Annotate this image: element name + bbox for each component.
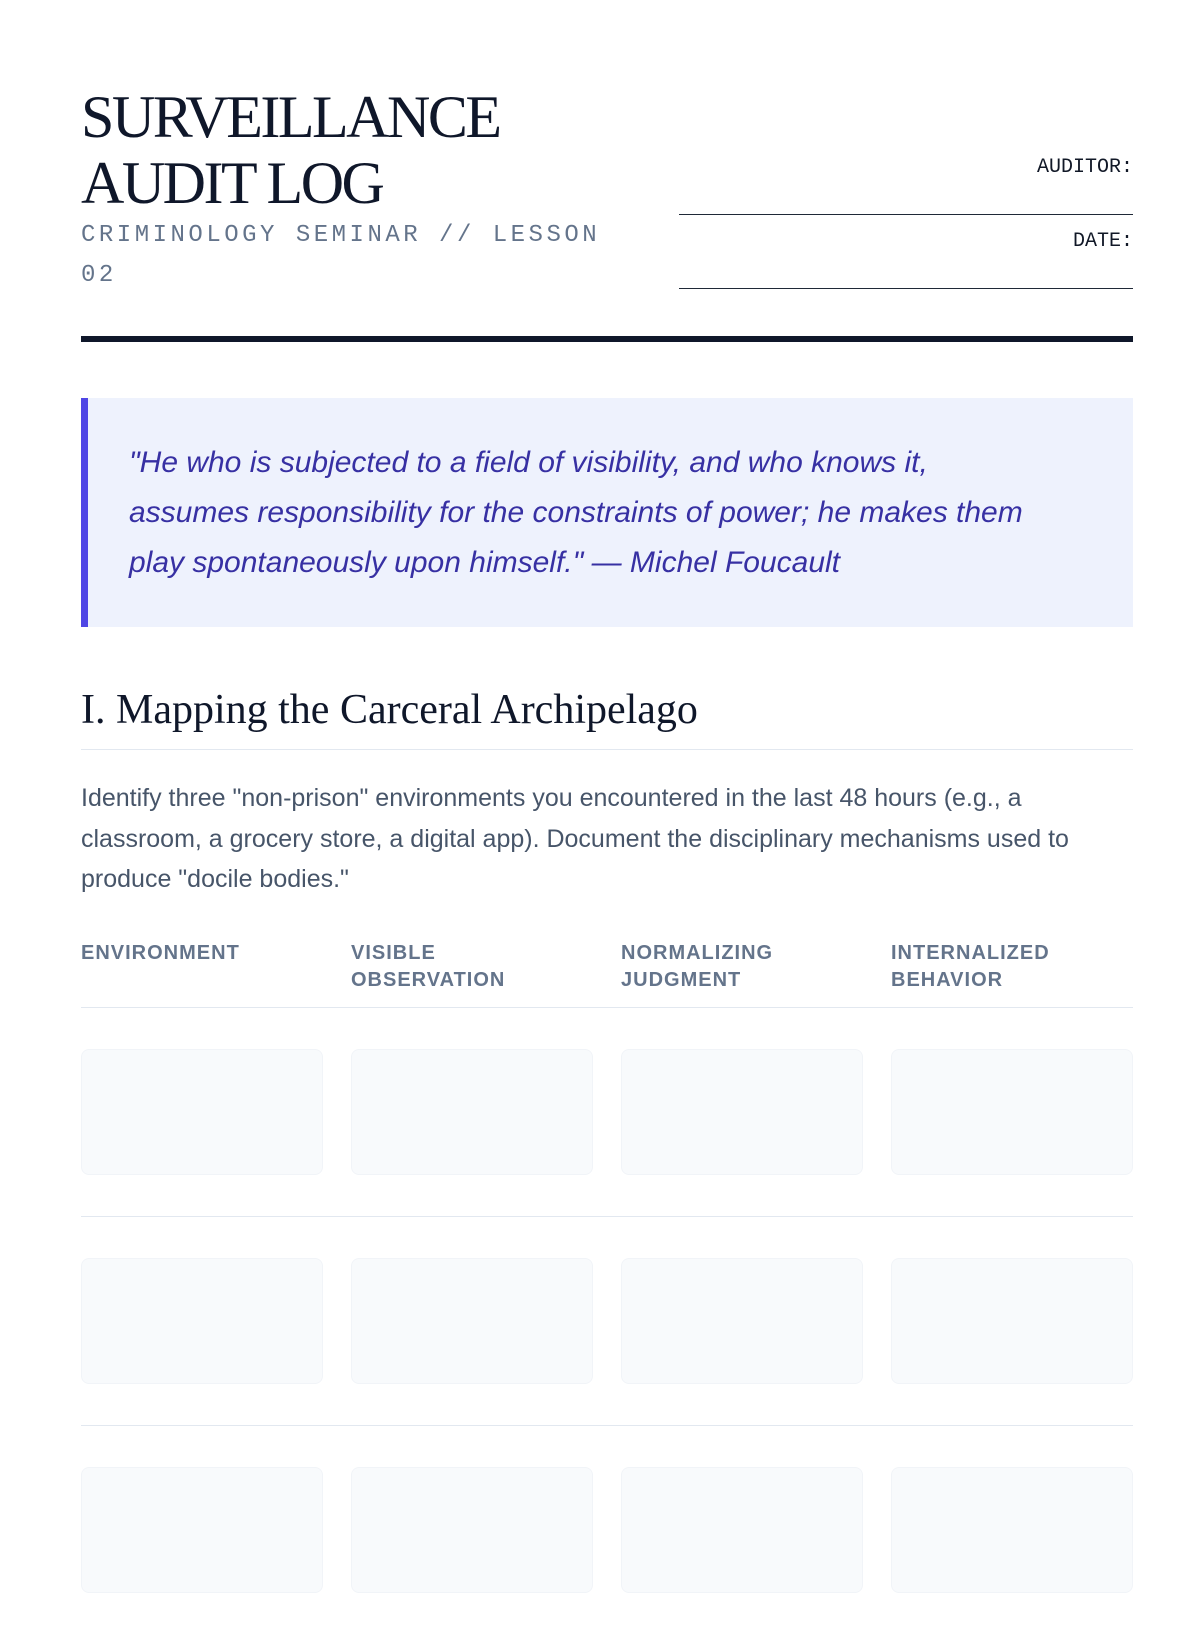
visible-observation-input[interactable] [351, 1258, 593, 1384]
column-header-environment: ENVIRONMENT [81, 942, 240, 964]
column-header-normalizing-judgment: NORMALIZING JUDGMENT [621, 942, 774, 991]
worksheet-header [81, 0, 1133, 345]
table-row [81, 1008, 1133, 1217]
column-header-visible-observation: VISIBLE OBSERVATION [351, 942, 506, 991]
page-subtitle: CRIMINOLOGY SEMINAR // LESSON 02 [81, 222, 601, 289]
worksheet-page [81, 0, 1133, 991]
page-title: SURVEILLANCE AUDIT LOG [81, 84, 500, 216]
internalized-behavior-input[interactable] [891, 1258, 1133, 1384]
date-field[interactable] [679, 230, 1133, 289]
section-title: I. Mapping the Carceral Archipelago [81, 683, 1133, 750]
quote-text: "He who is subjected to a field of visibility, and who knows it, assumes responsibility for the constraints of power; he makes them play spontaneously upon himself." — Michel Foucault [129, 446, 1023, 579]
header-divider [81, 336, 1133, 342]
auditor-label: AUDITOR: [1036, 156, 1133, 179]
table-row [81, 1217, 1133, 1426]
auditor-field[interactable] [679, 156, 1133, 215]
section-instructions: Identify three "non-prison" environments you encountered in the last 48 hours (e.g., a classroom, a grocery store, a digital app). Document the disciplinary mechanisms used to produce "docile bodies." [81, 784, 1069, 893]
normalizing-judgment-input[interactable] [621, 1467, 863, 1593]
internalized-behavior-input[interactable] [891, 1049, 1133, 1175]
environment-input[interactable] [81, 1467, 323, 1593]
environment-input[interactable] [81, 1258, 323, 1384]
normalizing-judgment-input[interactable] [621, 1258, 863, 1384]
table-header [81, 940, 1133, 1008]
table-row [81, 1426, 1133, 1634]
environment-input[interactable] [81, 1049, 323, 1175]
normalizing-judgment-input[interactable] [621, 1049, 863, 1175]
internalized-behavior-input[interactable] [891, 1467, 1133, 1593]
foucault-quote [81, 398, 1133, 627]
date-label: DATE: [1072, 230, 1133, 253]
column-header-internalized-behavior: INTERNALIZED BEHAVIOR [891, 942, 1050, 991]
visible-observation-input[interactable] [351, 1467, 593, 1593]
visible-observation-input[interactable] [351, 1049, 593, 1175]
